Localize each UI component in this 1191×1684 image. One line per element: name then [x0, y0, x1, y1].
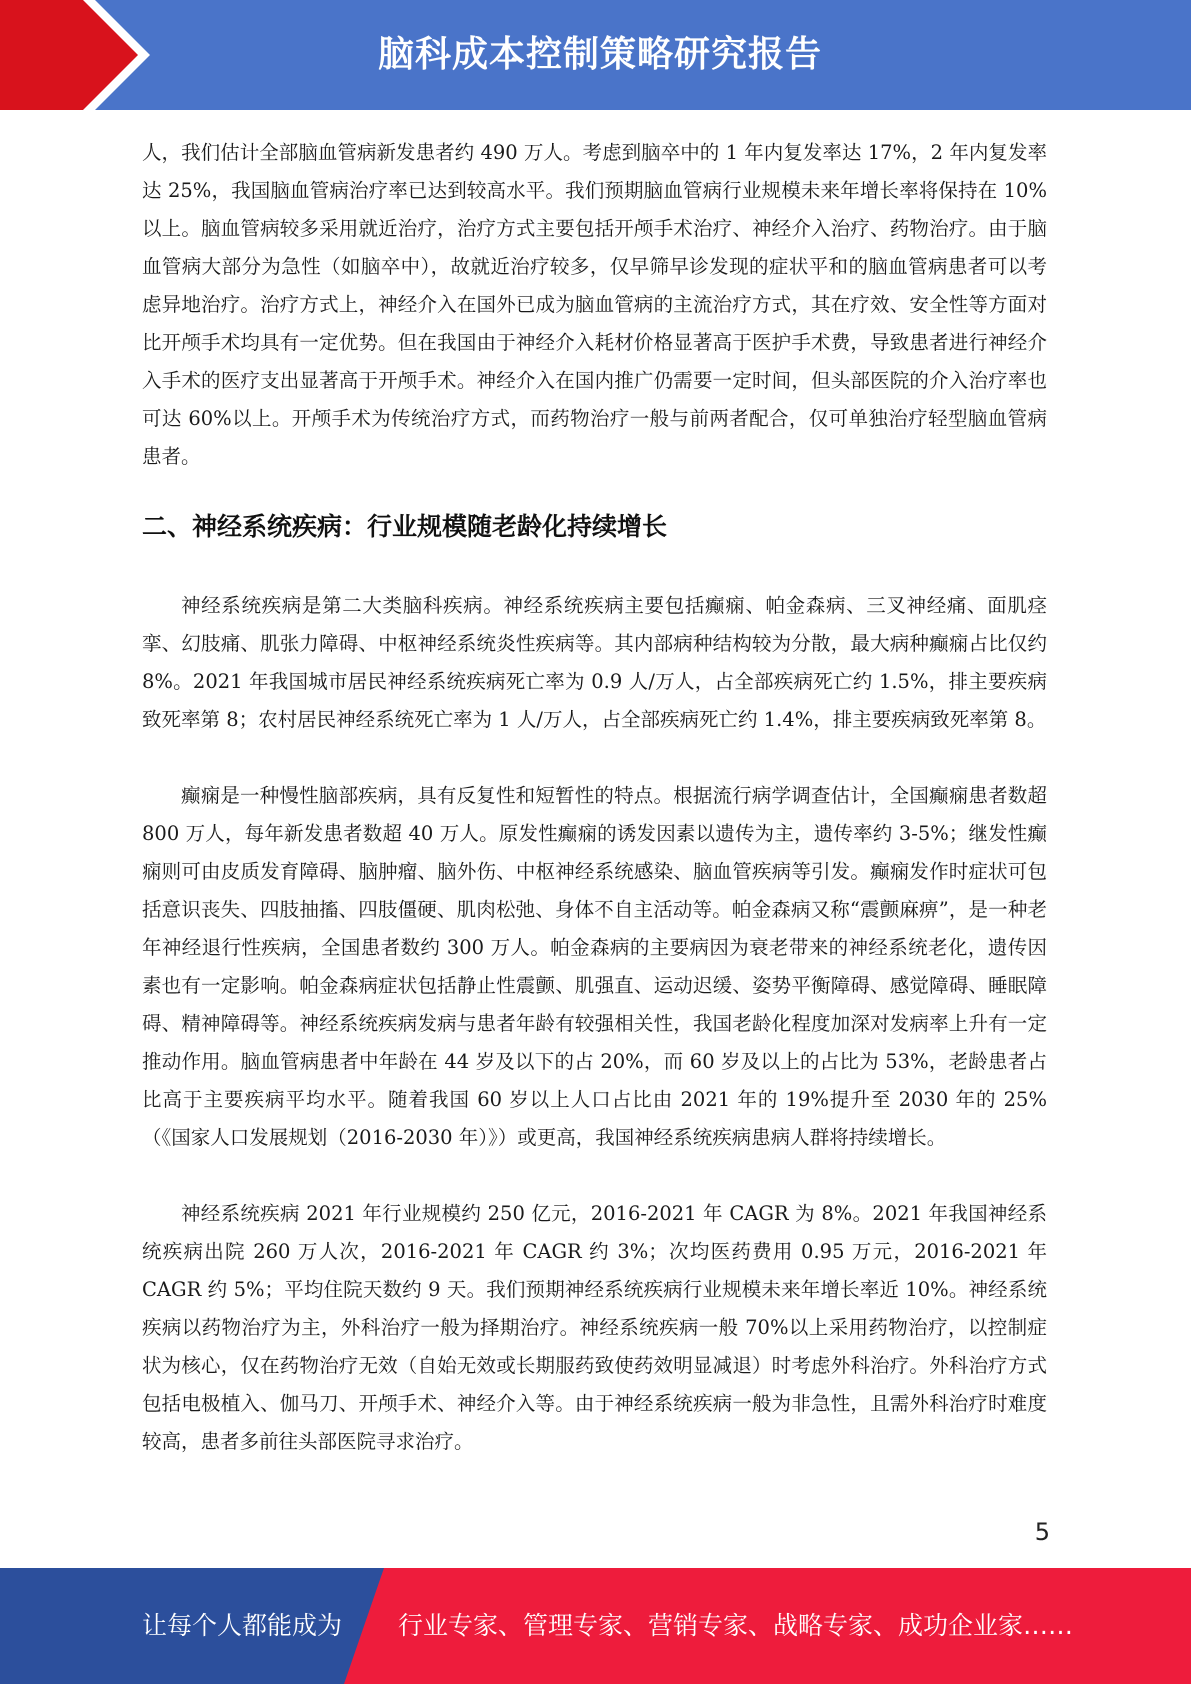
footer-slogan-right: 行业专家、管理专家、营销专家、战略专家、成功企业家……	[398, 1611, 1074, 1640]
section-heading-neurological: 二、神经系统疾病：行业规模随老龄化持续增长	[142, 512, 668, 541]
footer-slogan-left: 让每个人都能成为	[142, 1611, 343, 1640]
paragraph-gap	[142, 1157, 1047, 1195]
page-content	[142, 134, 1047, 1461]
report-title: 脑科成本控制策略研究报告	[377, 34, 822, 75]
paragraph-neurological-overview: 神经系统疾病是第二大类脑科疾病。神经系统疾病主要包括癫痫、帕金森病、三叉神经痛、面肌痉挛、幻肢痛、肌张力障碍、中枢神经系统炎性疾病等。其内部病种结构较为分散，最大病种癫痫占比仅约 8%。2021 年我国城市居民神经系统疾病死亡率为 0.9 人/万人，占全部疾病死亡约 1.5%，排主要疾病致死率第 8；农村居民神经系统死亡率为 1 人/万人，占全部疾病死亡约 1.4%，排主要疾病致死率第 8。	[142, 594, 1047, 731]
paragraph-epilepsy-parkinson: 癫痫是一种慢性脑部疾病，具有反复性和短暂性的特点。根据流行病学调查估计，全国癫痫患者数超 800 万人，每年新发患者数超 40 万人。原发性癫痫的诱发因素以遗传为主，遗传率约 3-5%；继发性癫痫则可由皮质发育障碍、脑肿瘤、脑外伤、中枢神经系统感染、脑血管疾病等引发。癫痫发作时症状可包括意识丧失、四肢抽搐、四肢僵硬、肌肉松弛、身体不自主活动等。帕金森病又称“震颤麻痹”，是一种老年神经退行性疾病，全国患者数约 300 万人。帕金森病的主要病因为衰老带来的神经系统老化，遗传因素也有一定影响。帕金森病症状包括静止性震颤、肌强直、运动迟缓、姿势平衡障碍、感觉障碍、睡眠障碍、精神障碍等。神经系统疾病发病与患者年龄有较强相关性，我国老龄化程度加深对发病率上升有一定推动作用。脑血管病患者中年龄在 44 岁及以下的占 20%，而 60 岁及以上的占比为 53%，老龄患者占比高于主要疾病平均水平。随着我国 60 岁以上人口占比由 2021 年的 19%提升至 2030 年的 25%（《国家人口发展规划（2016-2030 年）》）或更高，我国神经系统疾病患病人群将持续增长。	[142, 784, 1047, 1149]
paragraph-cerebrovascular-continued: 人，我们估计全部脑血管病新发患者约 490 万人。考虑到脑卒中的 1 年内复发率达 17%，2 年内复发率达 25%，我国脑血管病治疗率已达到较高水平。我们预期脑血管病行业规模未来年增长率将保持在 10%以上。脑血管病较多采用就近治疗，治疗方式主要包括开颅手术治疗、神经介入治疗、药物治疗。由于脑血管病大部分为急性（如脑卒中），故就近治疗较多，仅早筛早诊发现的症状平和的脑血管病患者可以考虑异地治疗。治疗方式上，神经介入在国外已成为脑血管病的主流治疗方式，其在疗效、安全性等方面对比开颅手术均具有一定优势。但在我国由于神经介入耗材价格显著高于医护手术费，导致患者进行神经介入手术的医疗支出显著高于开颅手术。神经介入在国内推广仍需要一定时间，但头部医院的介入治疗率也可达 60%以上。开颅手术为传统治疗方式，而药物治疗一般与前两者配合，仅可单独治疗轻型脑血管病患者。	[142, 141, 1047, 468]
page-number: 5	[1034, 1518, 1050, 1546]
page-footer	[0, 1568, 1191, 1684]
paragraph-gap	[142, 739, 1047, 777]
page-header	[0, 0, 1191, 110]
paragraph-market-size: 神经系统疾病 2021 年行业规模约 250 亿元，2016-2021 年 CAGR 为 8%。2021 年我国神经系统疾病出院 260 万人次，2016-2021 年 CAGR 约 3%；次均医药费用 0.95 万元，2016-2021 年 CAGR 约 5%；平均住院天数约 9 天。我们预期神经系统疾病行业规模未来年增长率近 10%。神经系统疾病以药物治疗为主，外科治疗一般为择期治疗。神经系统疾病一般 70%以上采用药物治疗，以控制症状为核心，仅在药物治疗无效（自始无效或长期服药致使药效明显减退）时考虑外科治疗。外科治疗方式包括电极植入、伽马刀、开颅手术、神经介入等。由于神经系统疾病一般为非急性，且需外科治疗时难度较高，患者多前往头部医院寻求治疗。	[142, 1202, 1047, 1453]
